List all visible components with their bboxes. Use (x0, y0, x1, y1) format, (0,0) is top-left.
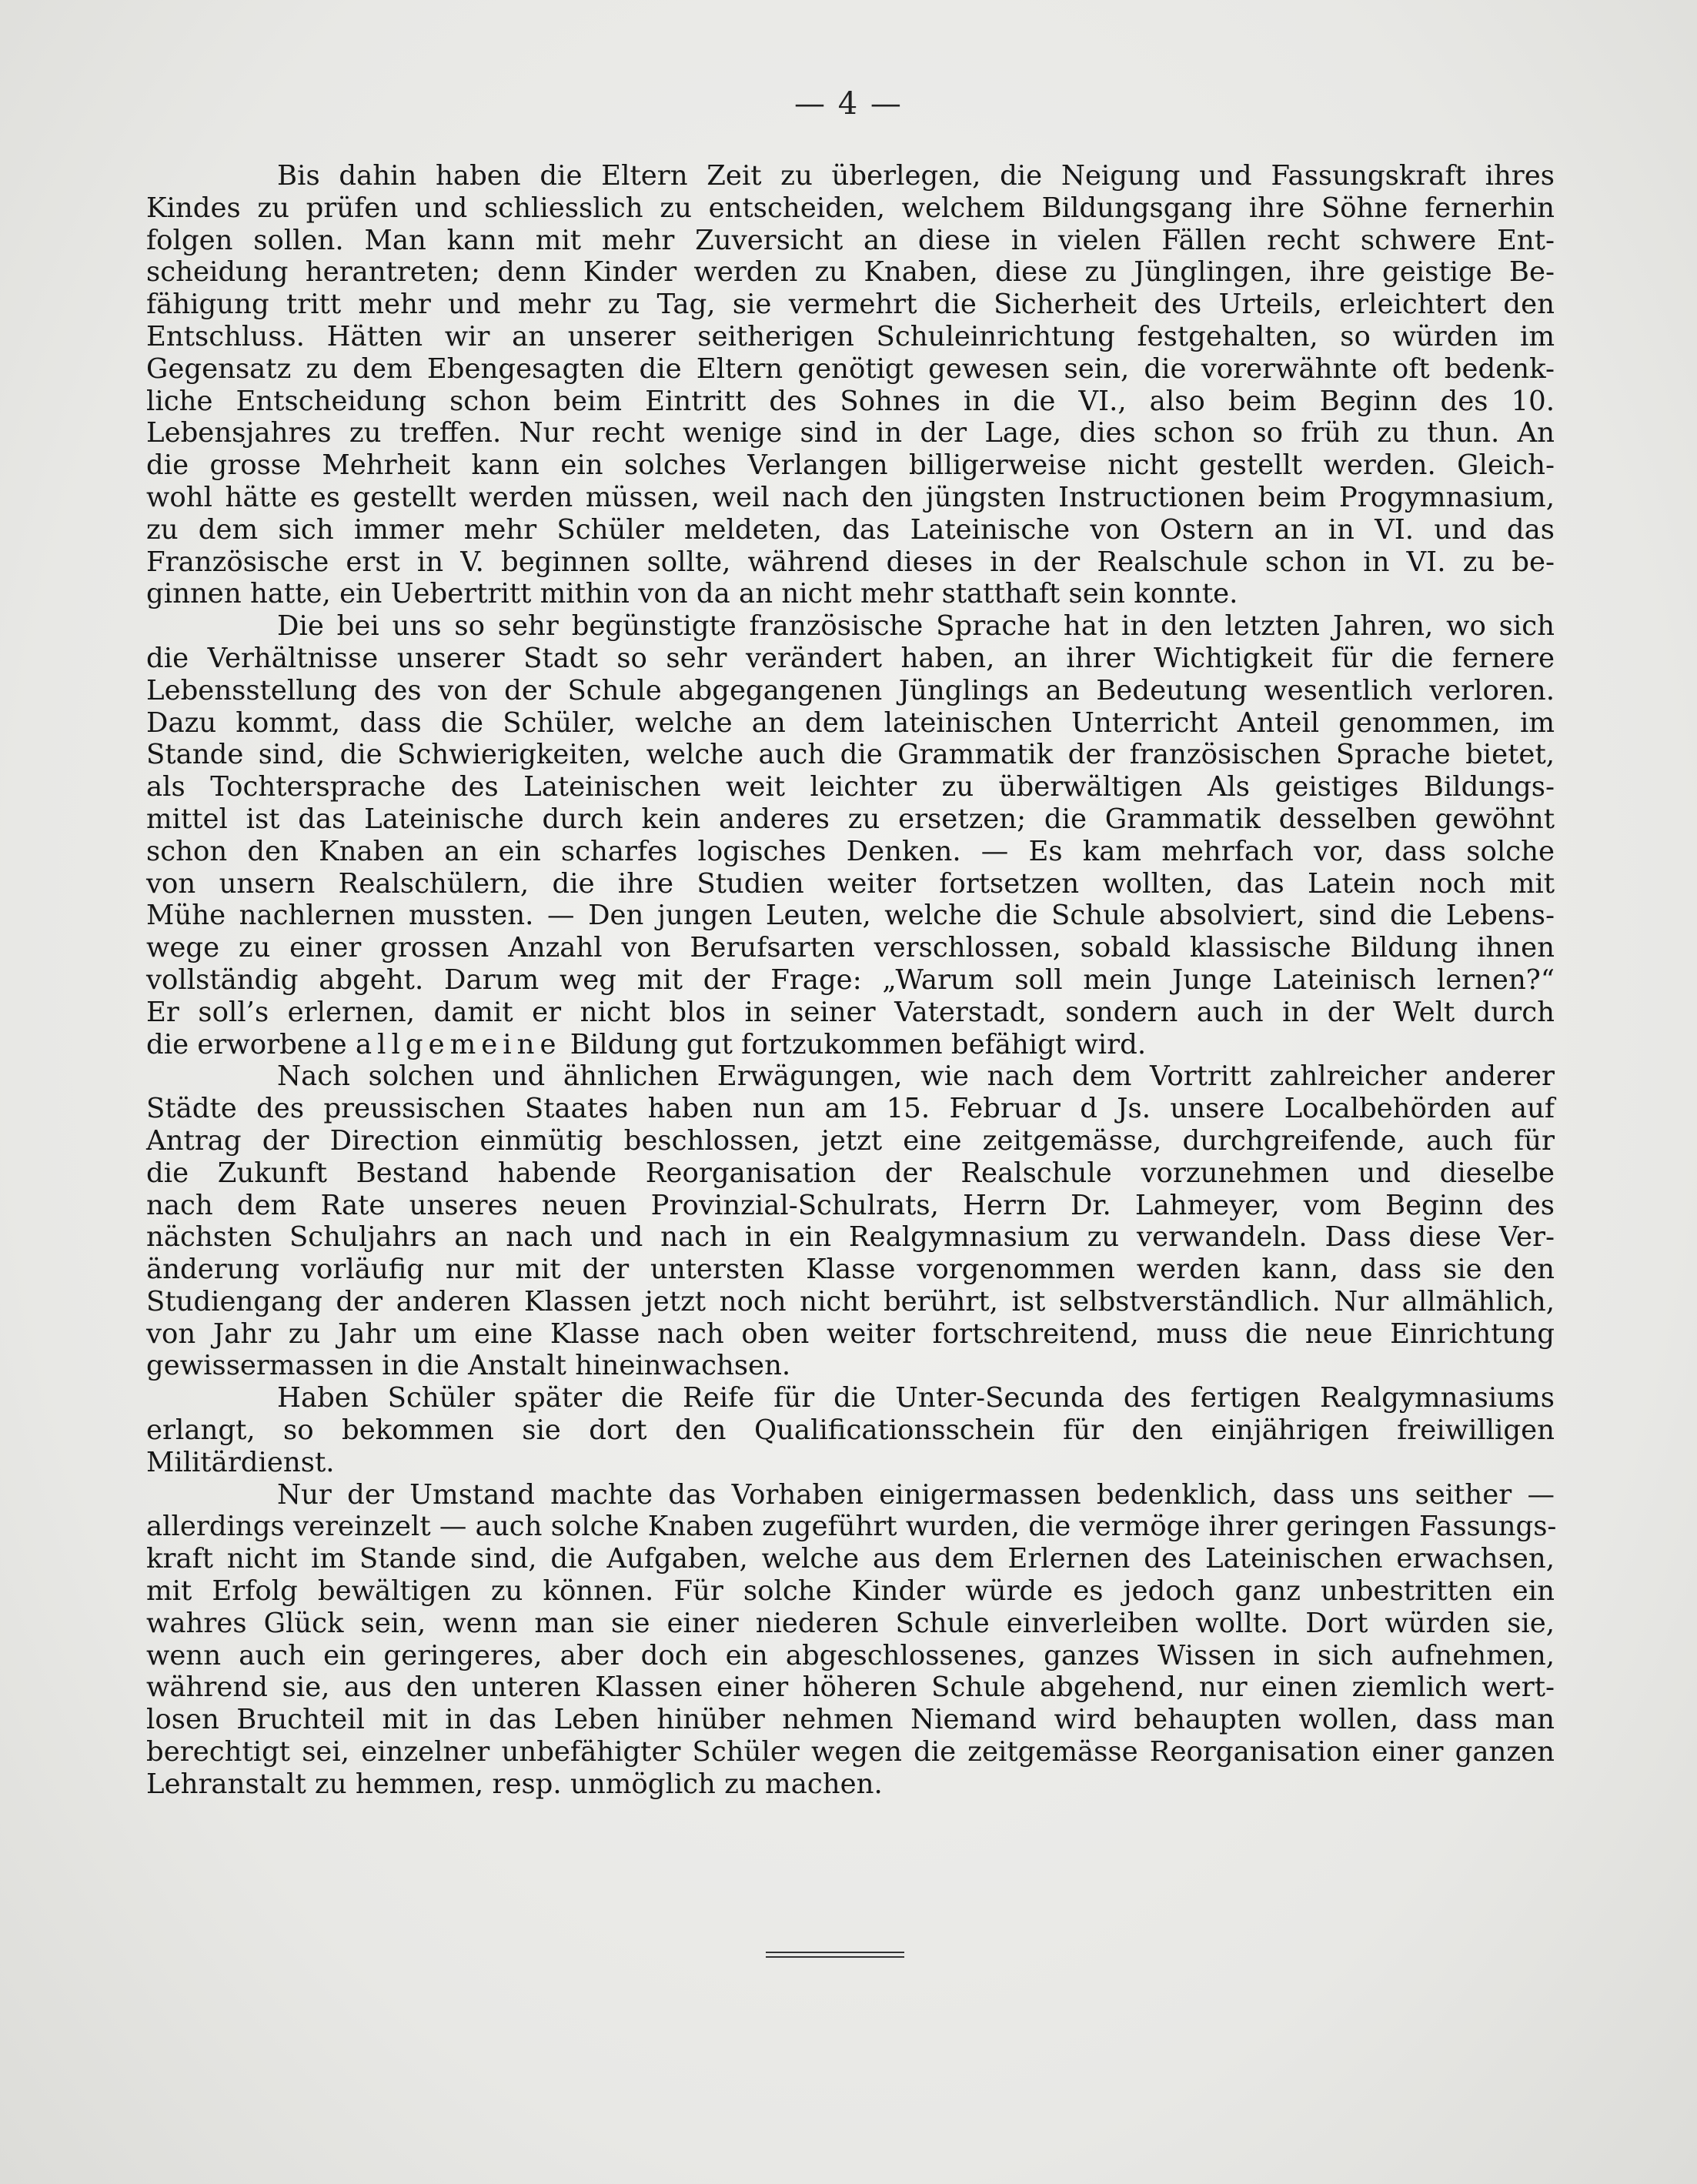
text-line: während sie, aus den unteren Klassen einer höheren Schule abgehend, nur einen ziemlich wert- (146, 1671, 1555, 1704)
text-line: Französische erst in V. beginnen sollte, während dieses in der Realschule schon in VI. zu be- (146, 546, 1555, 578)
paragraph-4 (146, 1382, 1555, 1478)
text-line: von unsern Realschülern, die ihre Studien weiter fortsetzen wollten, das Latein noch mit (146, 867, 1555, 900)
text-fragment: die erworbene (146, 1028, 356, 1060)
text-line: liche Entscheidung schon beim Eintritt des Sohnes in die VI., also beim Beginn des 10. (146, 385, 1555, 417)
text-line: Stande sind, die Schwierigkeiten, welche auch die Grammatik der französischen Sprache bietet, (146, 739, 1555, 771)
text-line: mit Erfolg bewältigen zu können. Für solche Kinder würde es jedoch ganz unbestritten ein (146, 1575, 1555, 1608)
text-line: erlangt, so bekommen sie dort den Qualificationsschein für den einjährigen freiwilligen (146, 1414, 1555, 1447)
text-line: Lebensjahres zu treffen. Nur recht wenige sind in der Lage, dies schon so früh zu thun. An (146, 417, 1555, 449)
text-line: von Jahr zu Jahr um eine Klasse nach oben weiter fortschreitend, muss die neue Einrichtung (146, 1317, 1555, 1350)
text-line: allerdings vereinzelt — auch solche Knaben zugeführt wurden, die vermöge ihrer geringen Fassungs- (146, 1511, 1557, 1543)
paragraph-1 (146, 160, 1555, 610)
body-text (146, 160, 1555, 1801)
text-line: Städte des preussischen Staates haben nun am 15. Februar d Js. unsere Localbehörden auf (146, 1093, 1555, 1125)
text-line: Militärdienst. (146, 1446, 335, 1478)
text-line: Nach solchen und ähnlichen Erwägungen, wie nach dem Vortritt zahlreicher anderer (277, 1060, 1555, 1093)
text-line: Gegensatz zu dem Ebengesagten die Eltern genötigt gewesen sein, die vorerwähnte oft bedenk- (146, 352, 1555, 385)
text-line: Bis dahin haben die Eltern Zeit zu überlegen, die Neigung und Fassungskraft ihres (277, 160, 1555, 192)
text-line: Studiengang der anderen Klassen jetzt noch nicht berührt, ist selbstverständlich. Nur allmählich, (146, 1285, 1555, 1317)
closing-double-rule (766, 1952, 904, 1958)
text-line: kraft nicht im Stande sind, die Aufgaben, welche aus dem Erlernen des Lateinischen erwachsen, (146, 1543, 1555, 1575)
text-line: Entschluss. Hätten wir an unserer seitherigen Schuleinrichtung festgehalten, so würden im (146, 320, 1555, 352)
text-line: schon den Knaben an ein scharfes logisches Denken. — Es kam mehrfach vor, dass solche (146, 835, 1555, 867)
paragraph-5 (146, 1479, 1555, 1801)
text-line: wahres Glück sein, wenn man sie einer niederen Schule einverleiben wollte. Dort würden sie, (146, 1607, 1555, 1639)
text-line: Kindes zu prüfen und schliesslich zu entscheiden, welchem Bildungsgang ihre Söhne fernerhin (146, 192, 1555, 224)
text-line: folgen sollen. Man kann mit mehr Zuversicht an diese in vielen Fällen recht schwere Ent- (146, 224, 1555, 256)
text-line: wenn auch ein geringeres, aber doch ein abgeschlossenes, ganzes Wissen in sich aufnehmen, (146, 1639, 1555, 1671)
text-line: Nur der Umstand machte das Vorhaben einigermassen bedenklich, dass uns seither — (277, 1478, 1555, 1511)
text-line: die grosse Mehrheit kann ein solches Verlangen billigerweise nicht gestellt werden. Gleich- (146, 449, 1555, 482)
spaced-emphasis: allgemeine (355, 1028, 562, 1060)
text-line: Die bei uns so sehr begünstigte französische Sprache hat in den letzten Jahren, wo sich (277, 610, 1555, 643)
text-line: mittel ist das Lateinische durch kein anderes zu ersetzen; die Grammatik desselben gewöhnt (146, 803, 1555, 835)
paragraph-3 (146, 1060, 1555, 1382)
text-line: wohl hätte es gestellt werden müssen, weil nach den jüngsten Instructionen beim Progymnasium, (146, 481, 1555, 513)
text-line: die Verhältnisse unserer Stadt so sehr verändert haben, an ihrer Wichtigkeit für die fernere (146, 642, 1555, 674)
text-line: gewissermassen in die Anstalt hineinwachsen. (146, 1350, 791, 1382)
page-number: — 4 — (794, 86, 903, 122)
text-line: die Zukunft Bestand habende Reorganisation der Realschule vorzunehmen und dieselbe (146, 1157, 1555, 1189)
text-line: als Tochtersprache des Lateinischen weit leichter zu überwältigen Als geistiges Bildungs- (146, 771, 1555, 803)
text-line: Lebensstellung des von der Schule abgegangenen Jünglings an Bedeutung wesentlich verloren. (146, 674, 1555, 706)
text-line: berechtigt sei, einzelner unbefähigter Schüler wegen die zeitgemässe Reorganisation einer ganzen (146, 1736, 1555, 1768)
text-line: zu dem sich immer mehr Schüler meldeten, das Lateinische von Ostern an in VI. und das (146, 513, 1555, 546)
text-line: losen Bruchteil mit in das Leben hinüber nehmen Niemand wird behaupten wollen, dass man (146, 1704, 1555, 1736)
text-line (146, 1029, 1555, 1061)
text-line: nach dem Rate unseres neuen Provinzial-Schulrats, Herrn Dr. Lahmeyer, vom Beginn des (146, 1189, 1555, 1221)
text-line: wege zu einer grossen Anzahl von Berufsarten verschlossen, sobald klassische Bildung ihnen (146, 932, 1555, 964)
text-line: änderung vorläufig nur mit der untersten Klasse vorgenommen werden kann, dass sie den (146, 1254, 1555, 1286)
text-line: Mühe nachlernen mussten. — Den jungen Leuten, welche die Schule absolviert, sind die Lebens- (146, 900, 1555, 932)
text-line: Er soll’s erlernen, damit er nicht blos in seiner Vaterstadt, sondern auch in der Welt durch (146, 996, 1555, 1028)
text-line: Dazu kommt, dass die Schüler, welche an dem lateinischen Unterricht Anteil genommen, im (146, 706, 1555, 739)
text-line: Antrag der Direction einmütig beschlossen, jetzt eine zeitgemässe, durchgreifende, auch für (146, 1124, 1555, 1157)
text-line: fähigung tritt mehr und mehr zu Tag, sie vermehrt die Sicherheit des Urteils, erleichtert den (146, 289, 1555, 321)
text-line: vollständig abgeht. Darum weg mit der Frage: „Warum soll mein Junge Lateinisch lernen?“ (146, 963, 1555, 996)
text-line: ginnen hatte, ein Uebertritt mithin von da an nicht mehr statthaft sein konnte. (146, 578, 1238, 610)
paragraph-2 (146, 610, 1555, 1060)
text-fragment: Bildung gut fortzukommen befähigt wird. (561, 1028, 1147, 1060)
text-line: scheidung herantreten; denn Kinder werden zu Knaben, diese zu Jünglingen, ihre geistige Be- (146, 256, 1555, 289)
text-line: Lehranstalt zu hemmen, resp. unmöglich zu machen. (146, 1768, 883, 1800)
text-line: Haben Schüler später die Reife für die Unter-Secunda des fertigen Realgymnasiums (277, 1382, 1555, 1414)
text-line: nächsten Schuljahrs an nach und nach in ein Realgymnasium zu verwandeln. Dass diese Ver- (146, 1221, 1555, 1254)
